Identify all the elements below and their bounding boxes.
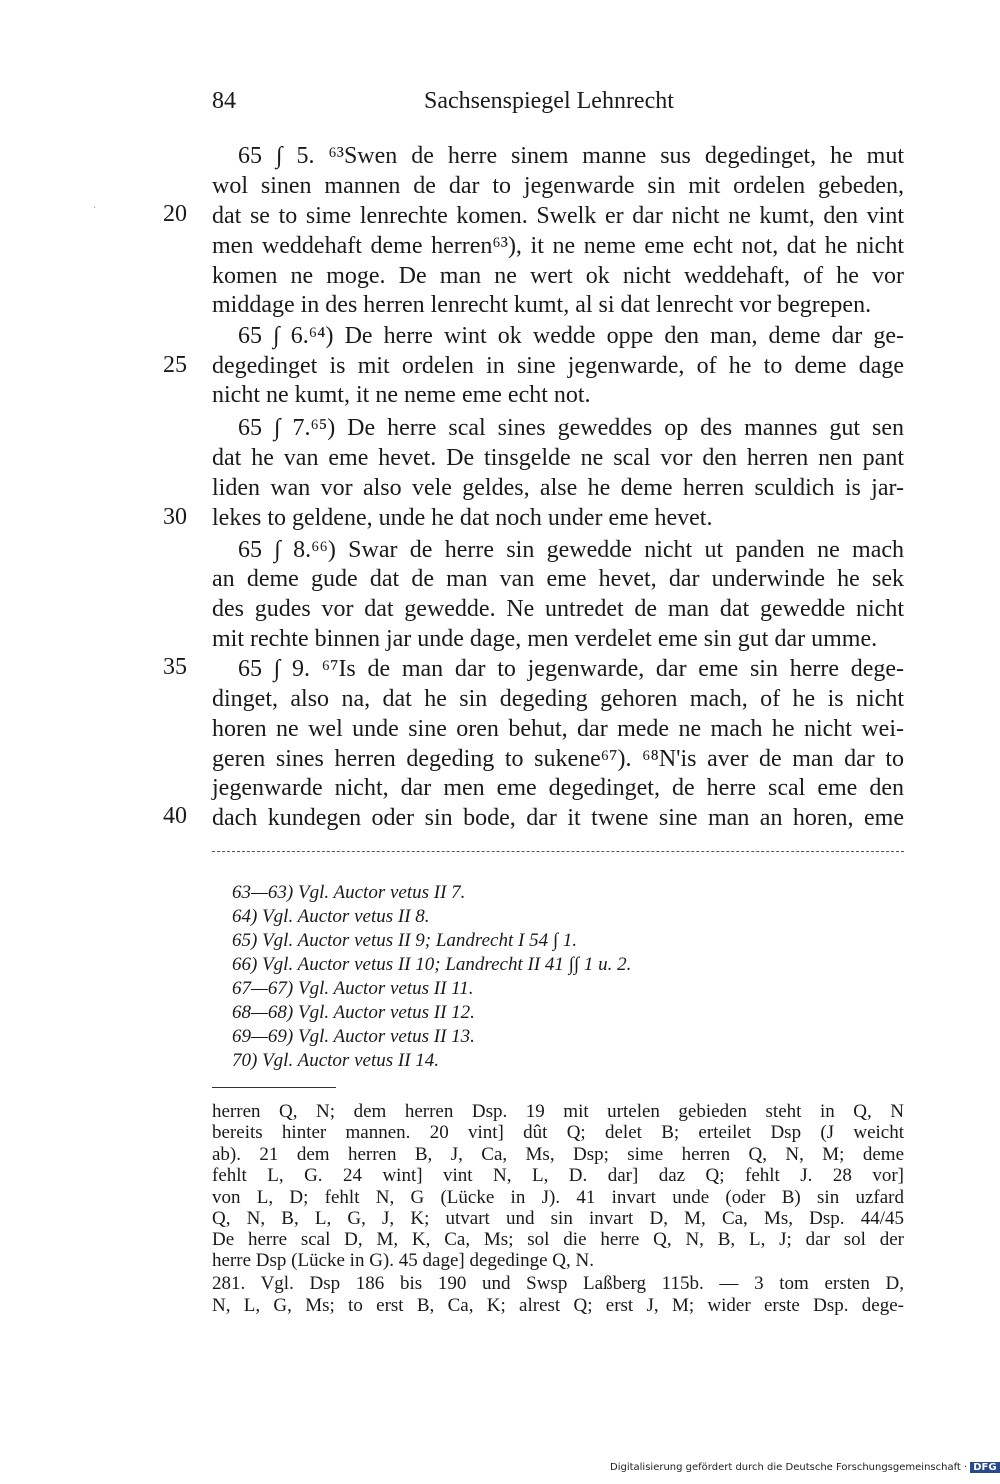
footnote: 66) Vgl. Auctor vetus II 10; Landrecht II 41 ∫∫ 1 u. 2. bbox=[232, 954, 632, 975]
text-line: 65 ∫ 8.⁶⁶) Swar de herre sin gewedde nicht ut panden ne mach bbox=[238, 537, 904, 563]
running-title: Sachsenspiegel Lehnrecht bbox=[424, 88, 674, 114]
text-line: an deme gude dat de man van eme hevet, dar underwinde he sek bbox=[212, 566, 904, 592]
apparatus-line: fehlt L, G. 24 wint] vint N, L, D. dar] daz Q; fehlt J. 28 vor] bbox=[212, 1165, 904, 1186]
text-line: 65 ∫ 6.⁶⁴) De herre wint ok wedde oppe den man, deme dar ge- bbox=[238, 323, 904, 349]
footnote: 69—69) Vgl. Auctor vetus II 13. bbox=[232, 1026, 475, 1047]
text-line: dat he van eme hevet. De tinsgelde ne scal vor den herren nen pant bbox=[212, 445, 904, 471]
apparatus-line: herre Dsp (Lücke in G). 45 dage] degedinge Q, N. bbox=[212, 1250, 594, 1271]
text-line: wol sinen mannen de dar to jegenwarde sin mit ordelen gebeden, bbox=[212, 173, 904, 199]
text-line: mit rechte binnen jar unde dage, men verdelet eme sin gut dar umme. bbox=[212, 626, 878, 652]
footnote: 64) Vgl. Auctor vetus II 8. bbox=[232, 906, 430, 927]
dfg-logo: DFG bbox=[970, 1462, 999, 1473]
text-line: liden wan vor also vele geldes, alse he deme herren sculdich is jar- bbox=[212, 475, 904, 501]
line-number-25: 25 bbox=[163, 352, 187, 378]
text-line: horen ne wel unde sine oren behut, dar mede ne mach he nicht wei- bbox=[212, 716, 904, 742]
text-line: 65 ∫ 5. ⁶³Swen de herre sinem manne sus degedinget, he mut bbox=[238, 143, 904, 169]
text-line: degedinget is mit ordelen in sine jegenwarde, of he to deme dage bbox=[212, 353, 904, 379]
apparatus-line: De herre scal D, M, K, Ca, Ms; sol die herre Q, N, B, L, J; dar sol der bbox=[212, 1229, 904, 1250]
text-line: lekes to geldene, unde he dat noch under eme hevet. bbox=[212, 505, 713, 531]
text-line: men weddehaft deme herren⁶³), it ne neme eme echt not, dat he nicht bbox=[212, 233, 904, 259]
footnote: 63—63) Vgl. Auctor vetus II 7. bbox=[232, 882, 466, 903]
footnote: 70) Vgl. Auctor vetus II 14. bbox=[232, 1050, 440, 1071]
text-line: jegenwarde nicht, dar men eme degedinget, de herre scal eme den bbox=[212, 775, 904, 801]
credit-text: Digitalisierung gefördert durch die Deutsche Forschungsgemeinschaft · bbox=[610, 1462, 968, 1473]
digitization-credit bbox=[610, 1462, 1000, 1473]
apparatus-line: 281. Vgl. Dsp 186 bis 190 und Swsp Laßberg 115b. — 3 tom ersten D, bbox=[212, 1273, 904, 1294]
apparatus-line: von L, D; fehlt N, G (Lücke in J). 41 invart unde (oder B) sin uzfard bbox=[212, 1187, 904, 1208]
footnote: 67—67) Vgl. Auctor vetus II 11. bbox=[232, 978, 474, 999]
footnote: 68—68) Vgl. Auctor vetus II 12. bbox=[232, 1002, 475, 1023]
text-line: komen ne moge. De man ne wert ok nicht weddehaft, of he vor bbox=[212, 263, 904, 289]
text-line: nicht ne kumt, it ne neme eme echt not. bbox=[212, 382, 591, 408]
margin-mark: · bbox=[93, 203, 97, 214]
footnote-separator bbox=[212, 851, 904, 852]
apparatus-line: Q, N, B, L, G, J, K; utvart und sin invart D, M, Ca, Ms, Dsp. 44/45 bbox=[212, 1208, 904, 1229]
text-line: geren sines herren degeding to sukene⁶⁷). ⁶⁸N'is aver de man dar to bbox=[212, 746, 904, 772]
text-line: middage in des herren lenrecht kumt, al si dat lenrecht vor begrepen. bbox=[212, 292, 872, 318]
text-line: 65 ∫ 7.⁶⁵) De herre scal sines geweddes op des mannes gut sen bbox=[238, 415, 904, 441]
text-line: 65 ∫ 9. ⁶⁷Is de man dar to jegenwarde, dar eme sin herre dege- bbox=[238, 656, 904, 682]
apparatus-line: N, L, G, Ms; to erst B, Ca, K; alrest Q; erst J, M; wider erste Dsp. dege- bbox=[212, 1295, 904, 1316]
line-number-40: 40 bbox=[163, 803, 187, 829]
text-line: des gudes vor dat gewedde. Ne untredet de man dat gewedde nicht bbox=[212, 596, 904, 622]
text-line: dinget, also na, dat he sin degeding gehoren mach, of he is nicht bbox=[212, 686, 904, 712]
apparatus-line: bereits hinter mannen. 20 vint] dût Q; delet B; erteilet Dsp (J weicht bbox=[212, 1122, 904, 1143]
page-number: 84 bbox=[212, 88, 236, 114]
apparatus-line: ab). 21 dem herren B, J, Ca, Ms, Dsp; sime herren Q, N, M; deme bbox=[212, 1144, 904, 1165]
apparatus-line: herren Q, N; dem herren Dsp. 19 mit urtelen gebieden steht in Q, N bbox=[212, 1101, 904, 1122]
apparatus-separator bbox=[212, 1087, 336, 1088]
line-number-35: 35 bbox=[163, 654, 187, 680]
line-number-30: 30 bbox=[163, 504, 187, 530]
footnote: 65) Vgl. Auctor vetus II 9; Landrecht I 54 ∫ 1. bbox=[232, 930, 578, 951]
text-line: dat se to sime lenrechte komen. Swelk er dar nicht ne kumt, den vint bbox=[212, 203, 904, 229]
text-line: dach kundegen oder sin bode, dar it twene sine man an horen, eme bbox=[212, 805, 904, 831]
line-number-20: 20 bbox=[163, 201, 187, 227]
